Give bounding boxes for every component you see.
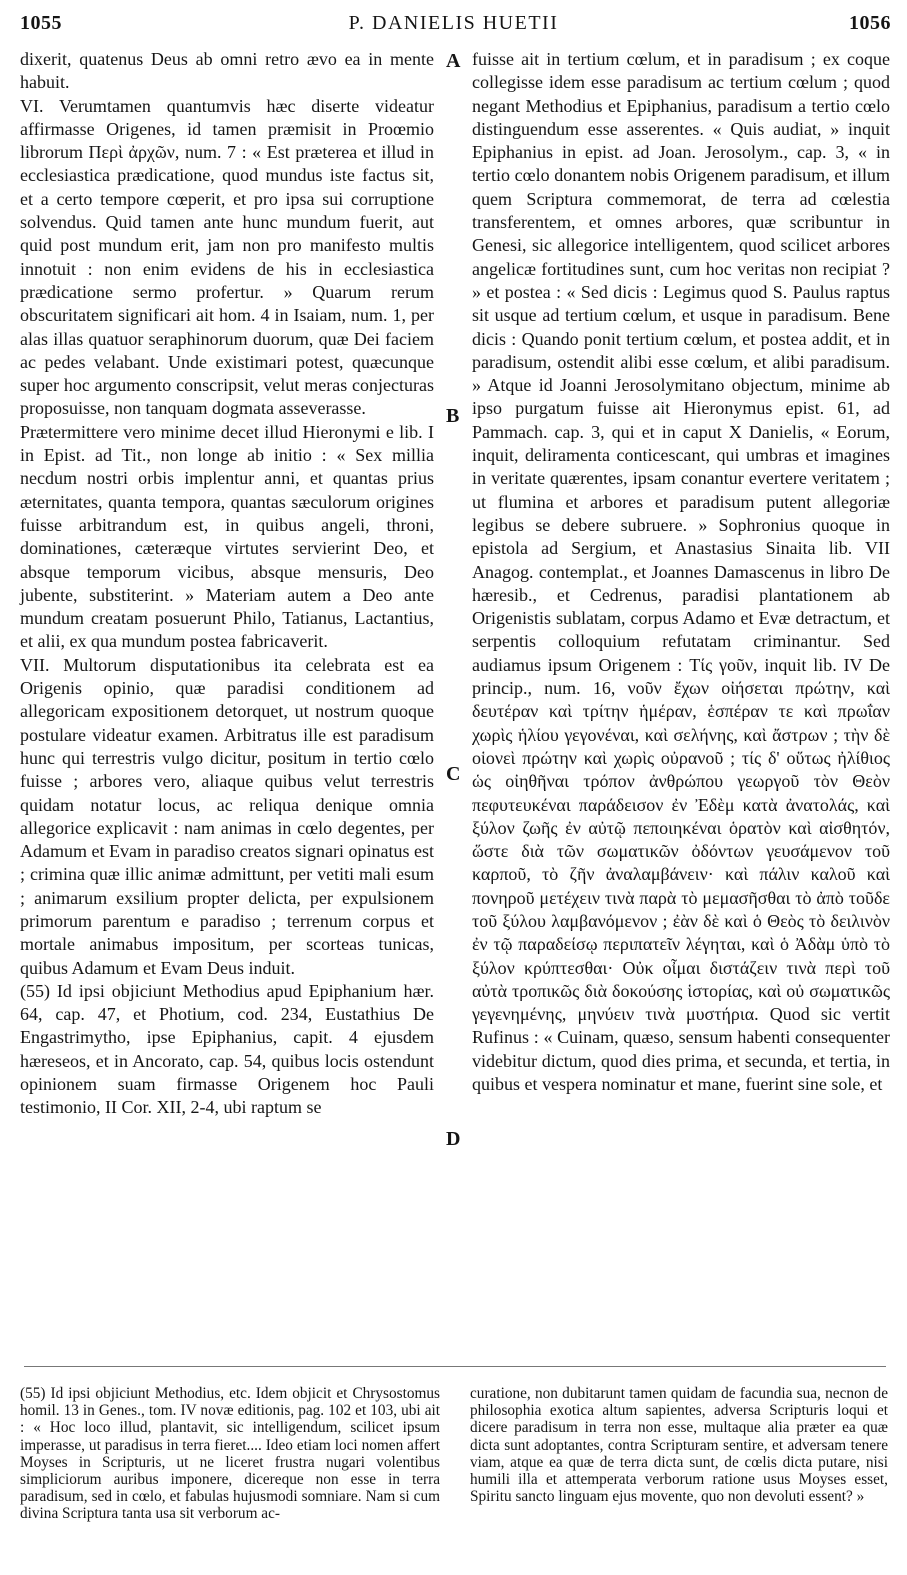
footnote-right-column: curatione, non dubitarunt tamen quidam de facundia sua, necnon de philosophia exotica altum sapientes, adversa Scripturis loqui et dicere paradisum in terra non esse, multaque alia præter ea quæ dicta sunt adoptantes, contra Scripturam sentire, et adversam tenere viam, atque ea quæ de terra dicta sunt, de cœlis dicta putare, nisi humili illa et attemperata verborum ratione usus Moyses esset, Spiritu sancto linguam ejus movente, quo non devoluti essent? » [470,1385,888,1506]
footnote-divider [24,1366,886,1367]
footnote-left-column: (55) Id ipsi objiciunt Methodius, etc. Idem objicit et Chrysostomus homil. 13 in Genes., tom. IV novæ editionis, pag. 102 et 103, ubi ait : « Hoc loco illud, plantavit, sic intelligendum, scilicet ipsum imperasse, ut paradisus in terra fieret.... Ideo etiam loci nomen affert Moyses in Scripturis, ut ne liceret frustra nugari volentibus simpliciorum auribus imponere, dicereque non esse in terra paradisum, sed in cœlo, et fabulas hujusmodi somniare. Nam si cum divina Scriptura tanta usa sit verborum ac- [20,1385,440,1523]
running-title: P. DANIELIS HUETII [348,12,559,34]
main-text-right-column: fuisse ait in tertium cœlum, et in paradisum ; ex coque collegisse idem esse paradisum ac tertium cœlum ; quod negant Methodius et Epiphanius, paradisum a tertio cœlo distinguendum esse asserentes. « Quis audiat, » inquit Epiphanius in epist. ad Joan. Jerosolym., cap. 3, « in tertio cœlo donantem nobis Origenem paradisum, et illum quem Scriptura commemorat, de terra ad cœlestia transferentem, et omnes arbores, quæ scribuntur in Genesi, sic allegorice intelligentem, quod scilicet arbores angelicæ fortitudines sunt, cum hoc veritas non recipiat ? » et postea : « Sed dicis : Legimus quod S. Paulus raptus sit usque ad tertium cœlum, et usque in paradisum. Bene dicis : Quando ponit tertium cœlum, et postea addit, et in paradisum, ostendit alibi esse cœlum, et alibi paradisum. » Atque id Joanni Jerosolymitano objectum, minime ab ipso purgatum fuisse ait Hieronymus epist. 61, ad Pammach. cap. 3, qui et in caput X Danielis, « Eorum, inquit, deliramenta conticescant, qui umbras et imagines in veritate quærentes, ipsam conantur evertere veritatem ; ut flumina et arbores et paradisum putent allegoriæ legibus se debere subruere. » Sophronius quoque in epistola ad Sergium, et Anastasius Sinaita lib. VII Anagog. contemplat., et Joannes Damascenus in libro De hæresib., et Cedrenus, paradisi plantationem ab Origenistis sublatam, corpus Adamo et Evæ detractum, et serpentis colloquium refutatam criminantur. Sed audiamus ipsum Origenem : Τίς γοῦν, inquit lib. IV De princip., num. 16, νοῦν ἔχων οἰήσεται πρώτην, καὶ δευτέραν καὶ τρίτην ἡμέραν, ἑσπέραν τε καὶ πρωΐαν χωρὶς ἡλίου γεγονέναι, καὶ σελήνης, καὶ ἄστρων ; τὴν δὲ οἱονεὶ πρώτην καὶ χωρὶς οὐρανοῦ ; τίς δ' οὕτως ἠλίθιος ὡς οἰηθῆναι τρόπον ἀνθρώπου γεωργοῦ τὸν Θεὸν πεφυτευκέναι παράδεισον ἐν Ἐδὲμ κατὰ ἀνατολάς, καὶ ξύλον ζωῆς ἐν αὐτῷ πεποιηκέναι ὁρατὸν καὶ αἰσθητόν, ὥστε διὰ τῶν σωματικῶν ὀδόντων γευσάμενον τοῦ καρποῦ, τὸ ζῆν ἀναλαμβάνειν· καὶ πάλιν καλοῦ καὶ πονηροῦ μετέχειν τινὰ παρὰ τὸ μεμασῆσθαι τὸ ἀπὸ τοῦδε τοῦ ξύλου λαμβανόμενον ; ἐὰν δὲ καὶ ὁ Θεὸς τὸ δειλινὸν ἐν τῷ παραδείσῳ περιπατεῖν λέγηται, καὶ ὁ Ἀδὰμ ὑπὸ τὸ ξύλον κρύπτεσθαι· Οὐκ οἶμαι διστάζειν τινὰ περὶ τοῦ αὐτὰ τροπικῶς διὰ δοκούσης ἱστορίας, καὶ οὐ σωματικῶς γεγενημένης, μηνύειν τινὰ μυστήρια. Quod sic vertit Rufinus : « Cuinam, quæso, sensum habenti consequenter videbitur dictum, quod dies prima, et secunda, et tertia, in quibus et vespera nominatur et mane, fuerint sine sole, et [472,49,890,1095]
main-text-left-column: dixerit, quatenus Deus ab omni retro ævo ea in mente habuit. VI. Verumtamen quantumvis hæc diserte videatur affirmasse Origenes, id tamen præmisit in Proœmio librorum Περὶ ἀρχῶν, num. 7 : « Est præterea et illud in ecclesiastica prædicatione, quod mundus iste factus sit, et a certo tempore cœperit, et pro ipsa sui corruptione solvendus. Quid tamen ante hunc mundum fuerit, aut quid post mundum erit, jam non pro manifesto multis innotuit : non enim evidens de his in ecclesiastica prædicatione sermo profertur. » Quarum rerum obscuritatem significari ait hom. 4 in Isaiam, num. 1, per alas illas quatuor seraphinorum duorum, quæ Dei faciem ac pedes velabant. Unde existimari potest, quæcunque super hoc argumento conscripsit, velut meras conjecturas proposuisse, non tanquam dogmata asseverasse. Prætermittere vero minime decet illud Hieronymi e lib. I in Epist. ad Tit., non longe ab initio : « Sex millia necdum nostri orbis implentur anni, et quantas prius æternitates, quanta tempora, quantas sæculorum origines fuisse arbitrandum est, in quibus angeli, throni, dominationes, cæteræque virtutes servierint Deo, et absque temporum vicibus, absque mensuris, Deo jubente, substiterint. » Materiam autem a Deo ante mundum creatam posuerunt Philo, Tatianus, Lactantius, et alii, ex qua mundum postea fabricaverit. VII. Multorum disputationibus ita celebrata est ea Origenis opinio, quæ paradisi conditionem ad allegoricam expositionem detorquet, ut nostrum quoque postulare videatur examen. Arbitratus ille est paradisum hunc qui terrestris vulgo dicitur, positum in tertio cœlo fuisse ; arbores vero, aliaque quibus velut terrestris quidam notatur locus, ac reliqua denique omnia allegorice explicavit : nam animas in cœlo degentes, per Adamum et Evam in paradiso creatos signari opinatus est ; crimina quæ illic animæ admittunt, per vetiti mali esum ; animarum exsilium propter delicta, per expulsionem primorum parentum e paradiso ; terrenum corpus et mortale animabus impositum, per scorteas tunicas, quibus Adamum et Evam Deus induit. (55) Id ipsi objiciunt Methodius apud Epiphanium hær. 64, cap. 47, et Photium, cod. 234, Eustathius De Engastrimytho, ipse Epiphanius, capit. 4 ejusdem hæreseos, et in Ancorato, cap. 54, quibus locis ostendunt opinionem suam firmasse Origenem hoc Pauli testimonio, II Cor. XII, 2-4, ubi raptum se [20,49,434,1118]
margin-letter-d: D [446,1128,461,1150]
page-header [0,0,907,40]
margin-letter-b: B [446,405,460,427]
margin-letter-a: A [446,50,461,72]
margin-letter-c: C [446,763,461,785]
page-number-left: 1055 [20,12,62,34]
page-number-right: 1056 [849,12,891,34]
